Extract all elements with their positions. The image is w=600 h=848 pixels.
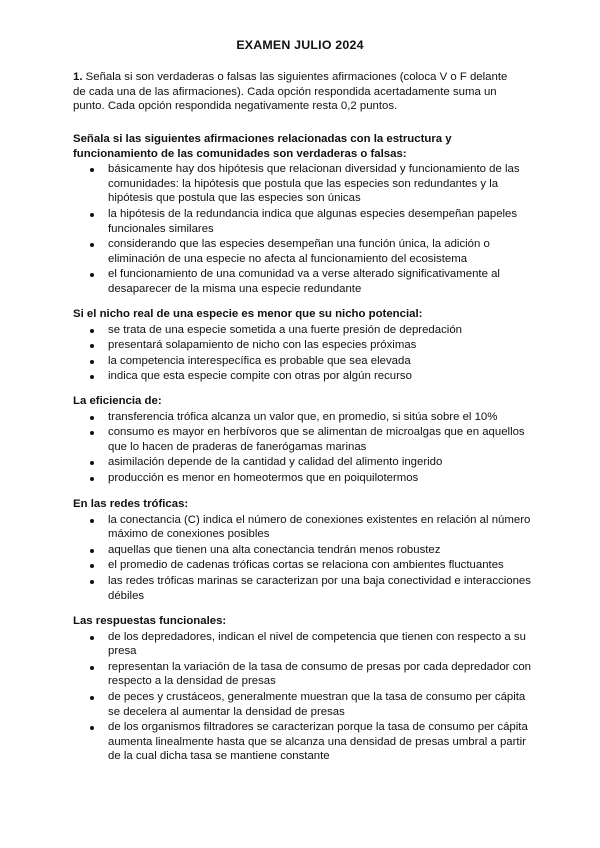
statement-list <box>73 410 533 486</box>
bullet-icon <box>90 726 94 730</box>
statement-text: básicamente hay dos hipótesis que relacionan diversidad y funcionamiento de las comunidades: la hipótesis que postula que las especies son redundantes y la hipótesis que postula que las especies son únicas <box>108 163 520 205</box>
statement-item <box>73 237 533 266</box>
statement-item <box>73 354 533 369</box>
statement-text: producción es menor en homeotermos que en poiquilotermos <box>108 471 419 484</box>
section-heading: Señala si las siguientes afirmaciones relacionadas con la estructura y funcionamiento de las comunidades son verdaderas o falsas: <box>73 133 452 160</box>
section-heading: En las redes tróficas: <box>73 498 189 510</box>
statement-item <box>73 690 533 719</box>
bullet-icon <box>90 461 94 465</box>
statement-text: transferencia trófica alcanza un valor que, en promedio, si sitúa sobre el 10% <box>108 410 498 423</box>
statement-item <box>73 338 533 353</box>
statement-text: se trata de una especie sometida a una fuerte presión de depredación <box>108 323 462 336</box>
statement-item <box>73 471 533 486</box>
bullet-icon <box>90 375 94 379</box>
intro-text: Señala si son verdaderas o falsas las siguientes afirmaciones (coloca V o F delante de cada una de las afirmaciones). Cada opción respondida acertadamente suma un punto. Cada opción respondida negativamente resta 0,2 puntos. <box>73 71 508 113</box>
statement-text: representan la variación de la tasa de consumo de presas por cada depredador con respecto a la densidad de presas <box>108 660 531 688</box>
statement-item <box>73 558 533 573</box>
statement-item <box>73 207 533 236</box>
statement-text: presentará solapamiento de nicho con las especies próximas <box>108 339 417 352</box>
bullet-icon <box>90 549 94 553</box>
section-nicho <box>73 307 533 385</box>
statement-item <box>73 425 533 454</box>
statement-list <box>73 162 533 296</box>
section-heading: La eficiencia de: <box>73 395 162 407</box>
statement-text: la conectancia (C) indica el número de conexiones existentes en relación al número máximo de conexiones posibles <box>108 513 531 541</box>
bullet-icon <box>90 213 94 217</box>
statement-text: de los organismos filtradores se caracterizan porque la tasa de consumo per cápita aumenta linealmente hasta que se alcanza una densidad de presas umbral a partir de la cual dicha tasa se mantiene constante <box>108 721 528 763</box>
bullet-icon <box>90 416 94 420</box>
statement-text: de los depredadores, indican el nivel de competencia que tienen con respecto a su presa <box>108 630 526 658</box>
statement-text: las redes tróficas marinas se caracterizan por una baja conectividad e interacciones débiles <box>108 574 531 602</box>
bullet-icon <box>90 477 94 481</box>
statement-text: la competencia interespecífica es probable que sea elevada <box>108 354 411 367</box>
section-heading: Las respuestas funcionales: <box>73 615 227 627</box>
section-redes <box>73 497 533 604</box>
statement-item <box>73 630 533 659</box>
bullet-icon <box>90 344 94 348</box>
bullet-icon <box>90 580 94 584</box>
section-respuestas <box>73 614 533 765</box>
statement-item <box>73 513 533 542</box>
bullet-icon <box>90 519 94 523</box>
statement-item <box>73 543 533 558</box>
question-number: 1. <box>73 71 83 83</box>
statement-text: asimilación depende de la cantidad y calidad del alimento ingerido <box>108 456 443 469</box>
intro-paragraph <box>73 70 523 114</box>
statement-text: el funcionamiento de una comunidad va a verse alterado significativamente al desaparecer de la misma una especie redundante <box>108 268 500 295</box>
bullet-icon <box>90 243 94 247</box>
statement-item <box>73 267 533 296</box>
statement-list <box>73 630 533 764</box>
bullet-icon <box>90 360 94 364</box>
statement-item <box>73 323 533 338</box>
bullet-icon <box>90 273 94 277</box>
statement-list <box>73 513 533 604</box>
statement-item <box>73 162 533 206</box>
statement-item <box>73 410 533 425</box>
statement-item <box>73 455 533 470</box>
section-heading: Si el nicho real de una especie es menor que su nicho potencial: <box>73 308 423 320</box>
bullet-icon <box>90 636 94 640</box>
statement-text: la hipótesis de la redundancia indica que algunas especies desempeñan papeles funcionales similares <box>108 207 518 235</box>
bullet-icon <box>90 696 94 700</box>
section-comunidades <box>73 132 533 298</box>
statement-item <box>73 574 533 603</box>
statement-list <box>73 323 533 384</box>
statement-text: indica que esta especie compite con otras por algún recurso <box>108 370 412 383</box>
section-eficiencia <box>73 394 533 487</box>
bullet-icon <box>90 666 94 670</box>
statement-item <box>73 660 533 689</box>
statement-text: considerando que las especies desempeñan una función única, la adición o eliminación de una especie no afecta al funcionamiento del ecosistema <box>108 238 490 265</box>
statement-text: de peces y crustáceos, generalmente muestran que la tasa de consumo per cápita se decelera al aumentar la densidad de presas <box>108 690 526 718</box>
page-title: EXAMEN JULIO 2024 <box>236 38 364 52</box>
statement-text: el promedio de cadenas tróficas cortas se relaciona con ambientes fluctuantes <box>108 559 504 572</box>
bullet-icon <box>90 564 94 568</box>
statement-item <box>73 720 533 764</box>
statement-text: aquellas que tienen una alta conectancia tendrán menos robustez <box>108 543 441 556</box>
statement-text: consumo es mayor en herbívoros que se alimentan de microalgas que en aquellos que lo hacen de praderas de fanerógamas marinas <box>108 426 525 453</box>
bullet-icon <box>90 329 94 333</box>
bullet-icon <box>90 431 94 435</box>
bullet-icon <box>90 168 94 172</box>
statement-item <box>73 369 533 384</box>
